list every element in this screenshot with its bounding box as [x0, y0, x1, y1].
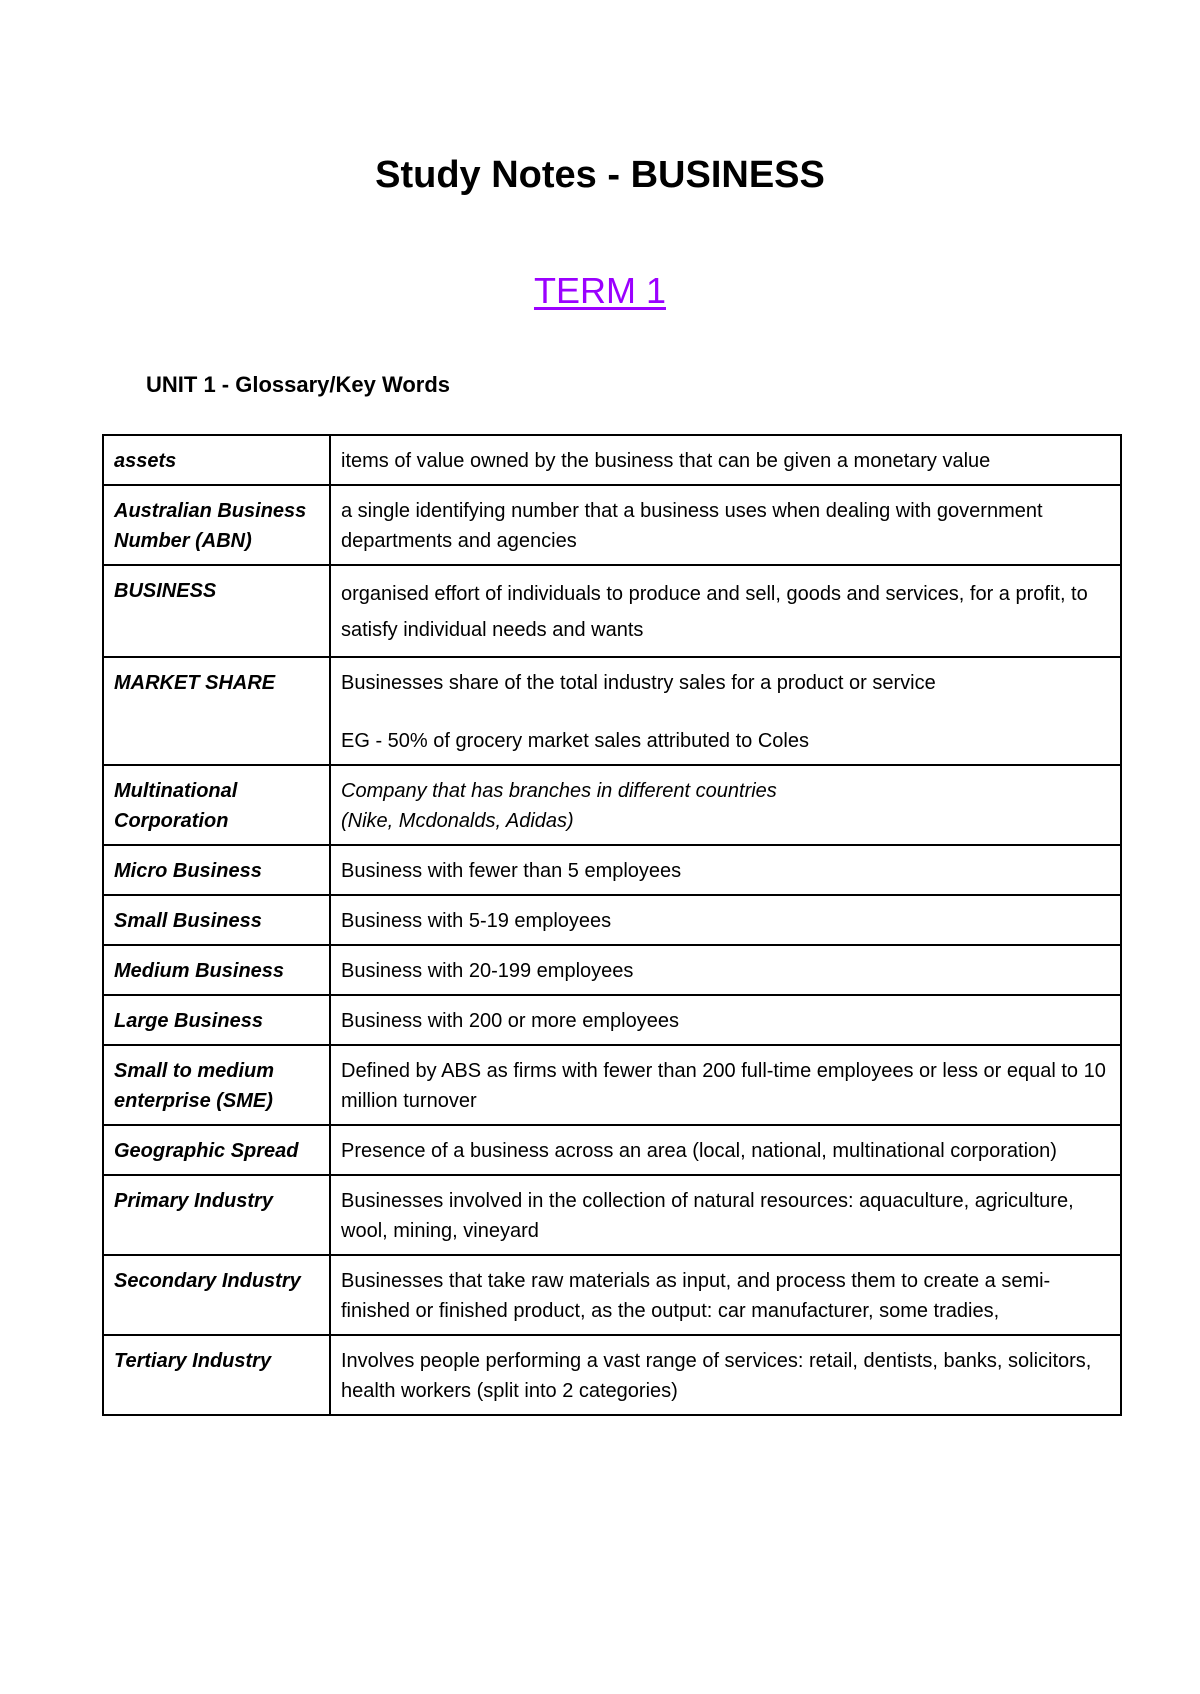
term-heading [0, 266, 1200, 316]
table-row [103, 657, 1121, 765]
glossary-definition: organised effort of individuals to produce and sell, goods and services, for a profit, to satisfy individual needs and wants [330, 565, 1121, 657]
glossary-table [102, 434, 1122, 1416]
glossary-term: Geographic Spread [103, 1125, 330, 1175]
glossary-term: assets [103, 435, 330, 485]
table-row [103, 845, 1121, 895]
table-row [103, 435, 1121, 485]
glossary-definition: Presence of a business across an area (local, national, multinational corporation) [330, 1125, 1121, 1175]
glossary-term: MARKET SHARE [103, 657, 330, 765]
glossary-definition: Business with 5-19 employees [330, 895, 1121, 945]
glossary-definition: Defined by ABS as firms with fewer than 200 full-time employees or less or equal to 10 million turnover [330, 1045, 1121, 1125]
glossary-term: Secondary Industry [103, 1255, 330, 1335]
glossary-term: Medium Business [103, 945, 330, 995]
table-row [103, 565, 1121, 657]
glossary-example: EG - 50% of grocery market sales attributed to Coles [341, 730, 809, 752]
glossary-definition: items of value owned by the business that can be given a monetary value [330, 435, 1121, 485]
glossary-definition: Company that has branches in different countries [341, 780, 777, 802]
glossary-term: Small Business [103, 895, 330, 945]
glossary-examples: (Nike, Mcdonalds, Adidas) [341, 810, 574, 832]
glossary-term: Small to medium enterprise (SME) [103, 1045, 330, 1125]
glossary-definition: Business with 200 or more employees [330, 995, 1121, 1045]
glossary-definition-cell [330, 657, 1121, 765]
table-row [103, 1335, 1121, 1415]
glossary-term: Tertiary Industry [103, 1335, 330, 1415]
table-row [103, 995, 1121, 1045]
glossary-term: Australian Business Number (ABN) [103, 485, 330, 565]
table-row [103, 1125, 1121, 1175]
glossary-term: Large Business [103, 995, 330, 1045]
glossary-definition-cell [330, 765, 1121, 845]
table-row [103, 485, 1121, 565]
glossary-term: Primary Industry [103, 1175, 330, 1255]
table-row [103, 1045, 1121, 1125]
table-row [103, 895, 1121, 945]
term-heading-text: TERM 1 [533, 270, 666, 311]
glossary-definition: Involves people performing a vast range of services: retail, dentists, banks, solicitors, health workers (split into 2 categories) [330, 1335, 1121, 1415]
glossary-definition: a single identifying number that a business uses when dealing with government departments and agencies [330, 485, 1121, 565]
table-row [103, 765, 1121, 845]
glossary-definition: Businesses share of the total industry sales for a product or service [341, 672, 936, 694]
unit-heading: UNIT 1 - Glossary/Key Words [146, 372, 451, 397]
glossary-term: Multinational Corporation [103, 765, 330, 845]
glossary-definition: Business with 20-199 employees [330, 945, 1121, 995]
table-row [103, 945, 1121, 995]
glossary-term: Micro Business [103, 845, 330, 895]
glossary-term: BUSINESS [103, 565, 330, 657]
table-row [103, 1175, 1121, 1255]
table-row [103, 1255, 1121, 1335]
page-title: Study Notes - BUSINESS [375, 154, 825, 196]
glossary-definition: Businesses involved in the collection of natural resources: aquaculture, agriculture, wool, mining, vineyard [330, 1175, 1121, 1255]
glossary-definition: Businesses that take raw materials as input, and process them to create a semi-finished or finished product, as the output: car manufacturer, some tradies, [330, 1255, 1121, 1335]
glossary-definition: Business with fewer than 5 employees [330, 845, 1121, 895]
